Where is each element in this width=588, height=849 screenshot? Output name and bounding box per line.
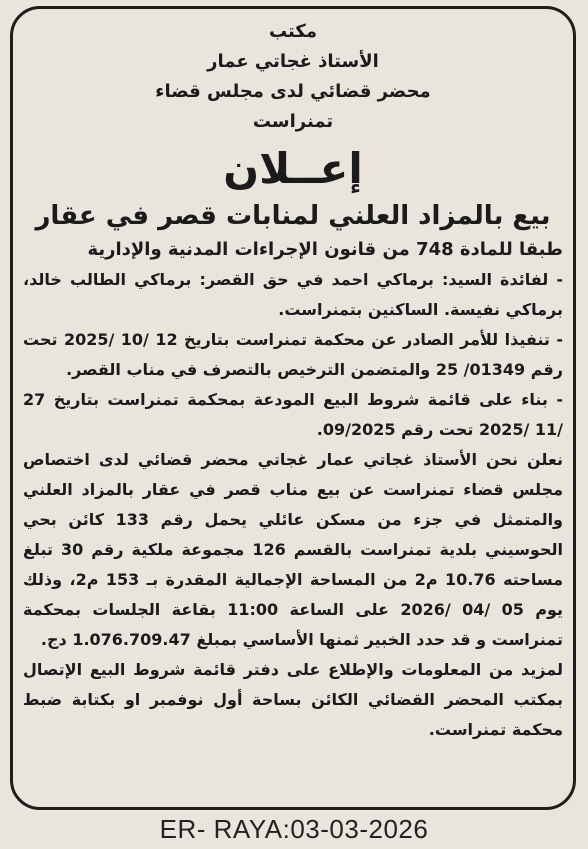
conditions-paragraph: - بناء على قائمة شروط البيع المودعة بمحكمة تمنراست بتاريخ 27 /11 /2025 تحت رقم 09/2025. [23, 390, 563, 439]
sale-details-paragraph: نعلن نحن الأستاذ غجاتي عمار غجاتي محضر قضائي لدى اختصاص مجلس قضاء تمنراست عن بيع مناب قصر في عقار بالمزاد العلني والمتمثل في جزء من مسكن عائلي يحمل رقم 133 كائن بحي الحوسيني بلدية تمنراست بالقسم 126 مجموعة ملكية رقم 30 تبلغ مساحته 10.76 م2 من المساحة الإجمالية المقدرة بـ 153 م2، وذلك يوم 05 /04 /2026 على الساعة 11:00 بقاعة الجلسات بمحكمة تمنراست و قد حدد الخبير ثمنها الأساسي بمبلغ 1.076.709.47 دج. [23, 450, 564, 649]
publication-credit: ER- RAYA:03-03-2026 [159, 814, 429, 844]
beneficiary-paragraph: - لفائدة السيد: برماكي احمد في حق القصر: برماكي الطالب خالد، برماكي نفيسة. الساكنين بتمنراست. [23, 270, 563, 319]
court-order-paragraph: - تنفيذا للأمر الصادر عن محكمة تمنراست بتاريخ 12 /10 /2025 تحت رقم 01349/ 25 والمتضمن الترخيص بالتصرف في مناب القصر. [23, 330, 564, 379]
notice-frame [10, 6, 576, 810]
announcement-title: إعــلان [223, 144, 363, 193]
bailiff-name: الأستاذ غجاتي عمار [207, 51, 379, 72]
legal-basis: طبقا للمادة 748 من قانون الإجراءات المدنية والإدارية [87, 239, 563, 260]
office-label: مكتب [268, 21, 317, 42]
court-city: تمنراست [252, 111, 334, 132]
sale-headline: بيع بالمزاد العلني لمنابات قصر في عقار [35, 201, 551, 231]
bailiff-title: محضر قضائي لدى مجلس قضاء [155, 81, 431, 102]
contact-paragraph: لمزيد من المعلومات والإطلاع على دفتر قائمة شروط البيع الإتصال بمكتب المحضر القضائي الكائن بساحة أول نوفمبر او بكتابة ضبط محكمة تمنراست. [23, 660, 563, 739]
